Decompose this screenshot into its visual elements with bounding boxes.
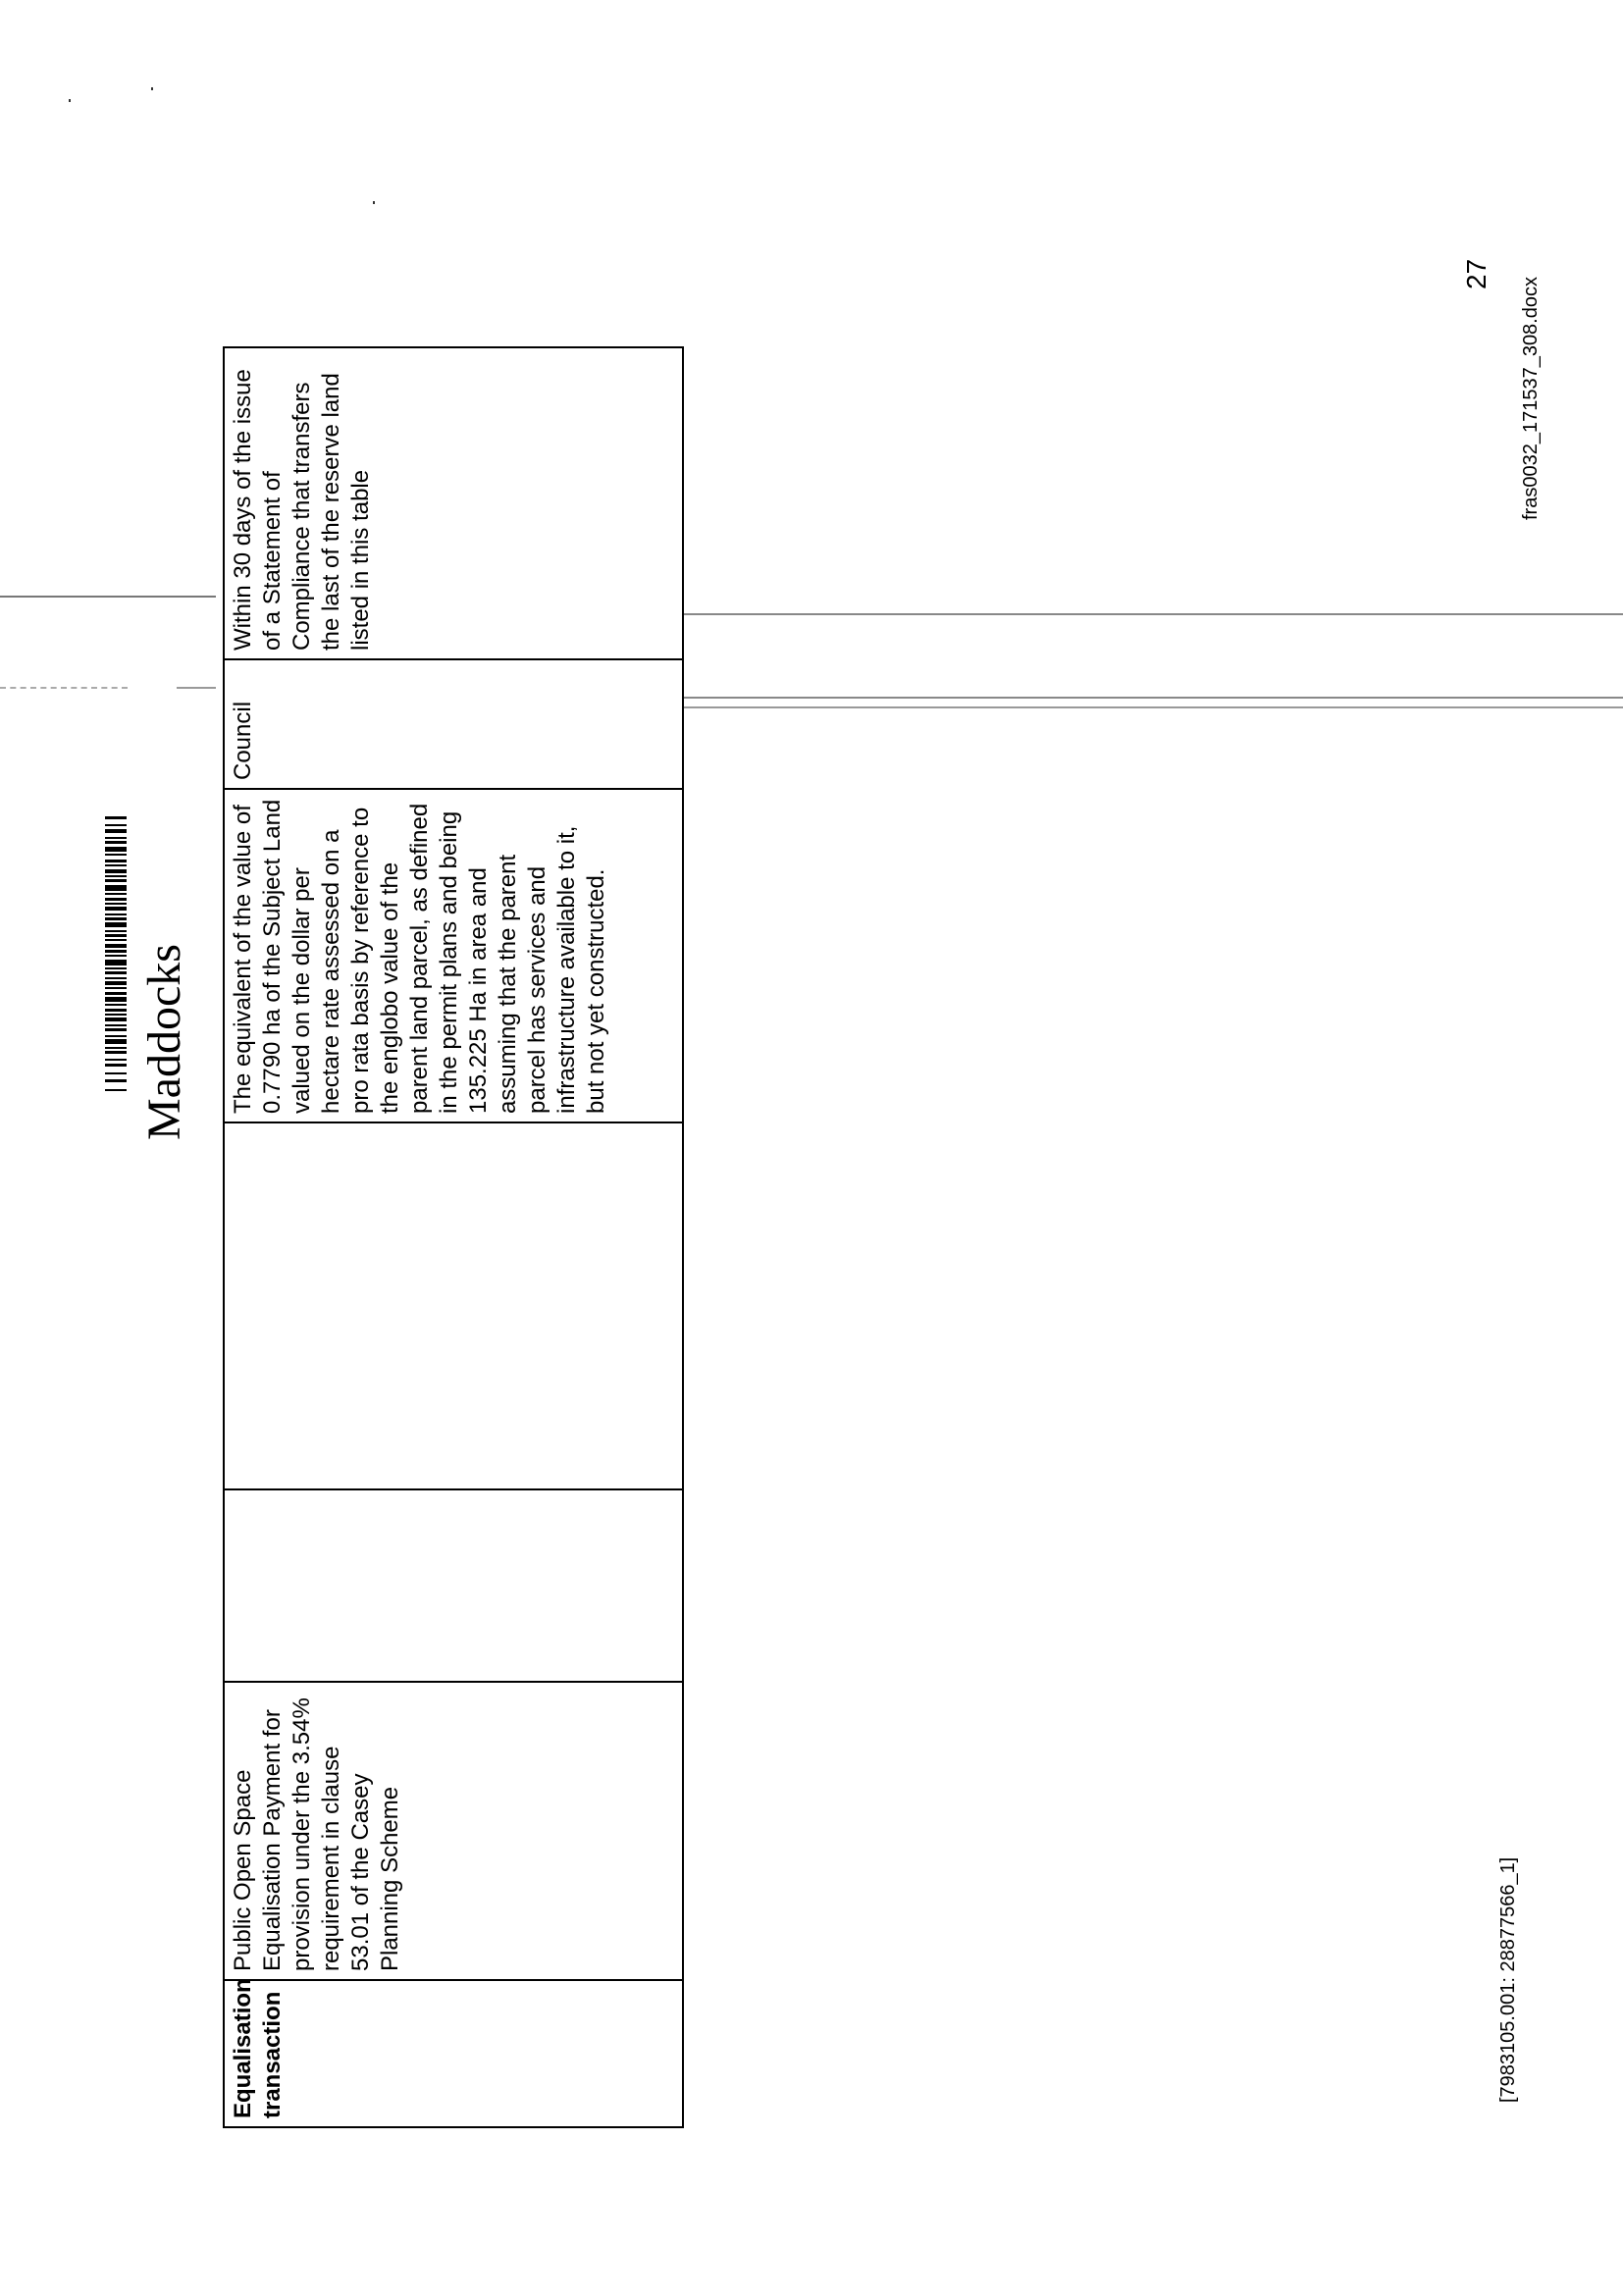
scan-line (682, 697, 1623, 699)
scan-line (177, 687, 216, 689)
obligations-table (223, 348, 684, 2128)
scan-line (0, 687, 128, 689)
responsible-party-cell: Council (224, 659, 683, 789)
barcode (105, 814, 127, 1114)
brand-name: Maddocks (138, 944, 190, 1140)
scan-line (0, 596, 216, 598)
value-description-cell: The equivalent of the value of 0.7790 ha of the Subject Land valued on the dollar per hectare rate assessed on a pro rata basis by reference to the englobo value of the parent land parcel, as defined in the permit plans and being 135.225 Ha in area and assuming that the parent parcel has services and infrastructure available to it, but not yet constructed. (224, 789, 683, 1122)
page-number: 27 (1461, 258, 1492, 289)
document-reference: [7983105.001: 28877566_1] (1497, 1856, 1519, 2103)
empty-cell (224, 1489, 683, 1682)
scan-line (682, 613, 1623, 615)
scan-line (682, 706, 1623, 708)
table-row (224, 347, 683, 2127)
file-name: fras0032_171537_308.docx (1520, 277, 1542, 520)
empty-cell (224, 1122, 683, 1489)
scan-speck (151, 87, 153, 90)
item-description-cell: Public Open Space Equalisation Payment for provision under the 3.54% requirement in clause 53.01 of the Casey Planning Scheme (224, 1682, 683, 1980)
scan-speck (69, 99, 71, 102)
scan-speck (373, 201, 375, 204)
timing-cell: Within 30 days of the issue of a Statement of Compliance that transfers the last of the reserve land listed in this table (224, 347, 683, 659)
row-heading-cell: Equalisation transaction (224, 1980, 683, 2127)
